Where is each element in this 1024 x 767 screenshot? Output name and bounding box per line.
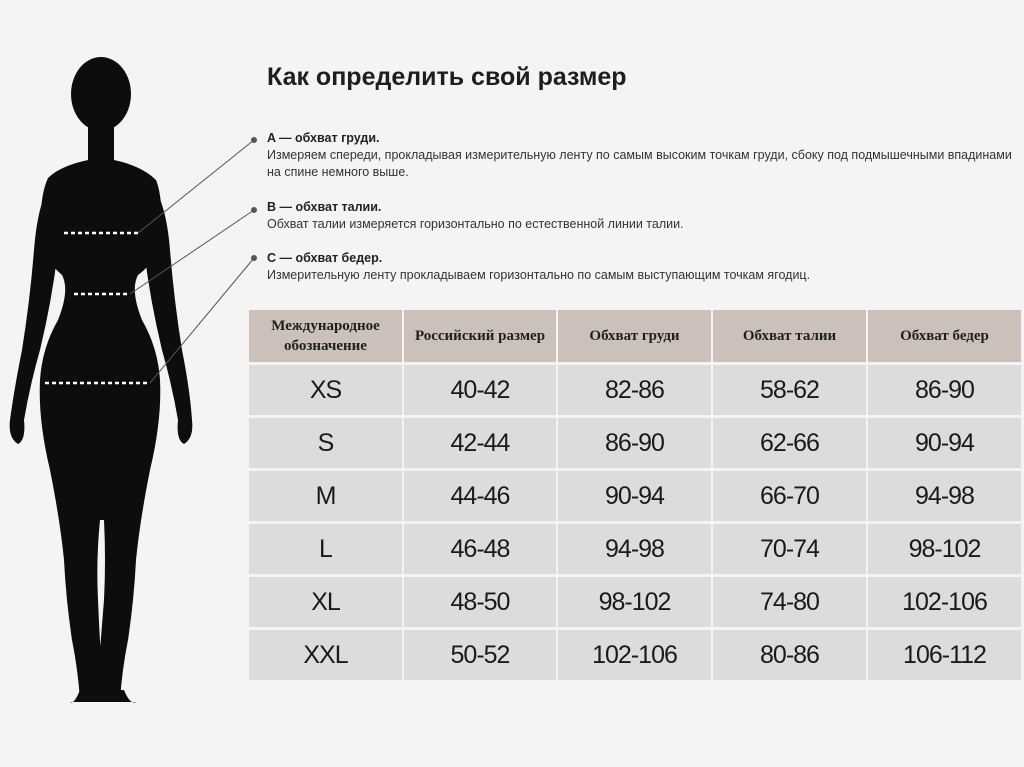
table-row: [249, 524, 1021, 574]
cell-russian: 48-50: [404, 577, 556, 627]
size-table-header: [249, 310, 1021, 362]
measurement-waist: [267, 199, 1017, 233]
header-international: Международное обозначение: [249, 310, 402, 362]
cell-international: XL: [249, 577, 402, 627]
cell-waist: 66-70: [713, 471, 866, 521]
cell-waist: 70-74: [713, 524, 866, 574]
cell-waist: 62-66: [713, 418, 866, 468]
cell-hips: 86-90: [868, 365, 1021, 415]
measurement-hips: [267, 250, 1017, 284]
cell-waist: 74-80: [713, 577, 866, 627]
measurement-hips-text: Измерительную ленту прокладываем горизонтально по самым выступающим точкам ягодиц.: [267, 268, 811, 282]
cell-international: L: [249, 524, 402, 574]
cell-bust: 98-102: [558, 577, 711, 627]
header-hips: Обхват бедер: [868, 310, 1021, 362]
size-table: [247, 307, 1023, 683]
cell-international: XS: [249, 365, 402, 415]
header-russian: Российский размер: [404, 310, 556, 362]
cell-russian: 44-46: [404, 471, 556, 521]
cell-hips: 102-106: [868, 577, 1021, 627]
table-row: [249, 577, 1021, 627]
table-row: [249, 630, 1021, 680]
cell-bust: 102-106: [558, 630, 711, 680]
measurement-waist-head: B — обхват талии.: [267, 200, 382, 214]
header-bust: Обхват груди: [558, 310, 711, 362]
cell-hips: 106-112: [868, 630, 1021, 680]
cell-bust: 90-94: [558, 471, 711, 521]
cell-international: S: [249, 418, 402, 468]
cell-international: XXL: [249, 630, 402, 680]
cell-waist: 58-62: [713, 365, 866, 415]
body-silhouette-figure: [0, 0, 260, 767]
cell-bust: 82-86: [558, 365, 711, 415]
measurement-waist-text: Обхват талии измеряется горизонтально по естественной линии талии.: [267, 217, 684, 231]
female-silhouette: [10, 57, 193, 703]
cell-international: M: [249, 471, 402, 521]
header-waist: Обхват талии: [713, 310, 866, 362]
cell-russian: 50-52: [404, 630, 556, 680]
cell-hips: 94-98: [868, 471, 1021, 521]
measurement-bust: [267, 130, 1017, 181]
cell-bust: 86-90: [558, 418, 711, 468]
cell-bust: 94-98: [558, 524, 711, 574]
measurement-bust-head: A — обхват груди.: [267, 131, 380, 145]
cell-hips: 98-102: [868, 524, 1021, 574]
cell-waist: 80-86: [713, 630, 866, 680]
cell-hips: 90-94: [868, 418, 1021, 468]
table-row: [249, 365, 1021, 415]
page-title: Как определить свой размер: [267, 63, 627, 91]
table-row: [249, 418, 1021, 468]
cell-russian: 42-44: [404, 418, 556, 468]
cell-russian: 46-48: [404, 524, 556, 574]
cell-russian: 40-42: [404, 365, 556, 415]
table-row: [249, 471, 1021, 521]
measurement-hips-head: C — обхват бедер.: [267, 251, 383, 265]
measurement-bust-text: Измеряем спереди, прокладывая измерительную ленту по самым высоким точкам груди, сбоку под подмышечными впадинами на спине немного выше.: [267, 148, 1012, 179]
